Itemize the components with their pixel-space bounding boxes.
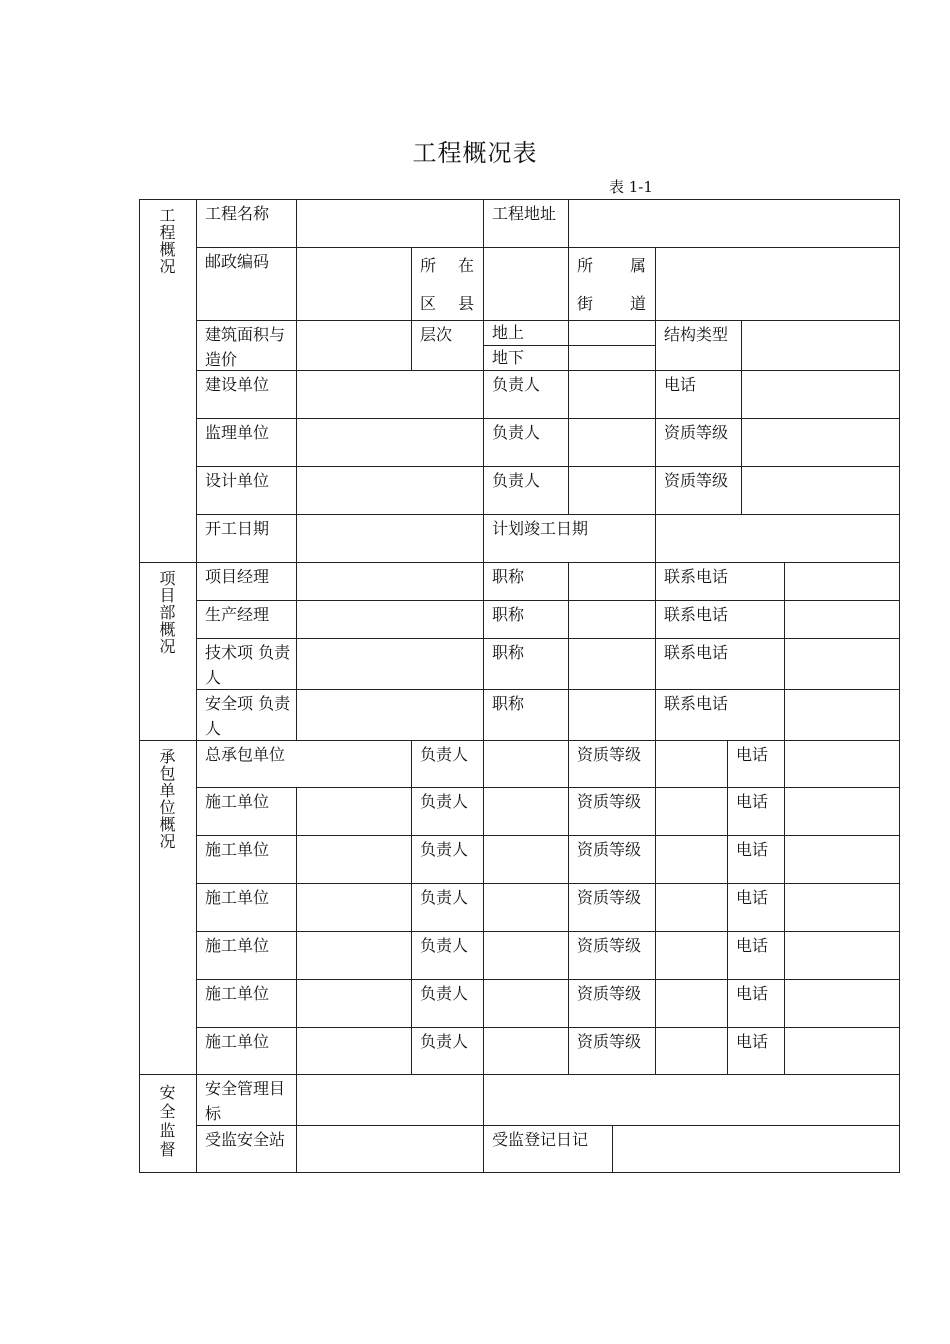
supervisor-person-value[interactable] [568, 418, 656, 467]
floors-label: 层次 [411, 320, 484, 371]
general-contractor-label: 总承包单位 [196, 740, 412, 788]
production-phone-value[interactable] [784, 600, 900, 639]
construction-unit-label: 施工单位 [196, 835, 297, 884]
designer-qualification-value[interactable] [741, 466, 900, 515]
builder-label: 建设单位 [196, 370, 297, 419]
district-value[interactable] [483, 247, 569, 321]
construction-unit-value[interactable] [296, 931, 412, 980]
cu-phone-label: 电话 [727, 787, 785, 836]
designer-person-label: 负责人 [483, 466, 569, 515]
cu-phone-label: 电话 [727, 1027, 785, 1075]
section-label-contractor: 承包单位概况 [139, 740, 197, 1075]
section-label-safety: 安全监督 [139, 1074, 197, 1173]
below-ground-label: 地下 [483, 345, 569, 371]
cu-qualification-label: 资质等级 [568, 787, 656, 836]
project-address-label: 工程地址 [483, 199, 569, 248]
safety-title-label: 职称 [483, 689, 569, 741]
planned-completion-label: 计划竣工日期 [483, 514, 656, 563]
page-title: 工程概况表 [412, 139, 538, 167]
manager-title-label: 职称 [483, 562, 569, 601]
construction-unit-label: 施工单位 [196, 931, 297, 980]
manager-phone-value[interactable] [784, 562, 900, 601]
safety-target-extra[interactable] [483, 1074, 900, 1126]
designer-person-value[interactable] [568, 466, 656, 515]
production-phone-label: 联系电话 [655, 600, 785, 639]
builder-person-label: 负责人 [483, 370, 569, 419]
cu-person-value[interactable] [483, 979, 569, 1028]
cu-person-label: 负责人 [411, 883, 484, 932]
production-title-label: 职称 [483, 600, 569, 639]
cu-person-label: 负责人 [411, 931, 484, 980]
safety-target-value[interactable] [296, 1074, 484, 1126]
cu-person-value[interactable] [483, 787, 569, 836]
production-title-value[interactable] [568, 600, 656, 639]
safety-title-value[interactable] [568, 689, 656, 741]
area-cost-value[interactable] [296, 320, 412, 371]
cu-phone-value[interactable] [784, 883, 900, 932]
tech-phone-value[interactable] [784, 638, 900, 690]
safety-station-value[interactable] [296, 1125, 484, 1173]
safety-phone-label: 联系电话 [655, 689, 785, 741]
above-ground-label: 地上 [483, 320, 569, 346]
start-date-label: 开工日期 [196, 514, 297, 563]
construction-unit-label: 施工单位 [196, 787, 297, 836]
section-label-project-dept: 项目部概况 [139, 562, 197, 741]
project-address-value[interactable] [568, 199, 900, 248]
construction-unit-label: 施工单位 [196, 883, 297, 932]
cu-phone-value[interactable] [784, 835, 900, 884]
project-name-value[interactable] [296, 199, 484, 248]
register-date-label: 受监登记日记 [483, 1125, 613, 1173]
construction-unit-value[interactable] [296, 883, 412, 932]
gc-phone-value[interactable] [784, 740, 900, 788]
cu-phone-label: 电话 [727, 835, 785, 884]
safety-phone-value[interactable] [784, 689, 900, 741]
planned-completion-value[interactable] [655, 514, 900, 563]
gc-person-value[interactable] [483, 740, 569, 788]
construction-unit-label: 施工单位 [196, 979, 297, 1028]
construction-unit-value[interactable] [296, 979, 412, 1028]
cu-person-value[interactable] [483, 931, 569, 980]
register-date-value[interactable] [612, 1125, 900, 1173]
designer-qualification-label: 资质等级 [655, 466, 742, 515]
supervisor-qualification-label: 资质等级 [655, 418, 742, 467]
supervisor-person-label: 负责人 [483, 418, 569, 467]
tech-title-label: 职称 [483, 638, 569, 690]
gc-phone-label: 电话 [727, 740, 785, 788]
cu-person-label: 负责人 [411, 979, 484, 1028]
construction-unit-value[interactable] [296, 1027, 412, 1075]
cu-phone-label: 电话 [727, 931, 785, 980]
supervisor-value[interactable] [296, 418, 484, 467]
project-name-label: 工程名称 [196, 199, 297, 248]
cu-qualification-value[interactable] [655, 787, 728, 836]
cu-person-label: 负责人 [411, 787, 484, 836]
gc-qualification-value[interactable] [655, 740, 728, 788]
table-number: 表 1-1 [609, 178, 653, 196]
cu-phone-value[interactable] [784, 1027, 900, 1075]
cu-person-value[interactable] [483, 883, 569, 932]
cu-person-value[interactable] [483, 1027, 569, 1075]
designer-value[interactable] [296, 466, 484, 515]
below-ground-value[interactable] [568, 345, 656, 371]
manager-title-value[interactable] [568, 562, 656, 601]
start-date-value[interactable] [296, 514, 484, 563]
builder-phone-value[interactable] [741, 370, 900, 419]
production-manager-label: 生产经理 [196, 600, 297, 639]
cu-qualification-label: 资质等级 [568, 883, 656, 932]
above-ground-value[interactable] [568, 320, 656, 346]
manager-value[interactable] [296, 562, 484, 601]
cu-person-value[interactable] [483, 835, 569, 884]
cu-qualification-value[interactable] [655, 1027, 728, 1075]
structure-type-label: 结构类型 [655, 320, 742, 371]
builder-person-value[interactable] [568, 370, 656, 419]
cu-qualification-value[interactable] [655, 931, 728, 980]
supervisor-qualification-value[interactable] [741, 418, 900, 467]
postcode-value[interactable] [296, 247, 412, 321]
structure-type-value[interactable] [741, 320, 900, 371]
supervisor-label: 监理单位 [196, 418, 297, 467]
cu-phone-value[interactable] [784, 787, 900, 836]
cu-qualification-label: 资质等级 [568, 1027, 656, 1075]
builder-value[interactable] [296, 370, 484, 419]
manager-phone-label: 联系电话 [655, 562, 785, 601]
cu-phone-label: 电话 [727, 883, 785, 932]
cu-qualification-value[interactable] [655, 979, 728, 1028]
cu-qualification-label: 资质等级 [568, 979, 656, 1028]
cu-phone-value[interactable] [784, 931, 900, 980]
safety-lead-value[interactable] [296, 689, 484, 741]
gc-qualification-label: 资质等级 [568, 740, 656, 788]
section-label-overview: 工程概况 [139, 199, 197, 563]
cu-qualification-value[interactable] [655, 883, 728, 932]
safety-target-label: 安全管理目标 [196, 1074, 297, 1126]
street-value[interactable] [655, 247, 900, 321]
postcode-label: 邮政编码 [196, 247, 297, 321]
gc-person-label: 负责人 [411, 740, 484, 788]
cu-phone-value[interactable] [784, 979, 900, 1028]
builder-phone-label: 电话 [655, 370, 742, 419]
manager-label: 项目经理 [196, 562, 297, 601]
construction-unit-value[interactable] [296, 787, 412, 836]
designer-label: 设计单位 [196, 466, 297, 515]
cu-qualification-label: 资质等级 [568, 835, 656, 884]
safety-lead-label: 安全项 负责人 [196, 689, 297, 741]
tech-phone-label: 联系电话 [655, 638, 785, 690]
safety-station-label: 受监安全站 [196, 1125, 297, 1173]
tech-title-value[interactable] [568, 638, 656, 690]
cu-person-label: 负责人 [411, 835, 484, 884]
construction-unit-label: 施工单位 [196, 1027, 297, 1075]
street-label: 所 属 街 道 [568, 247, 656, 321]
production-manager-value[interactable] [296, 600, 484, 639]
cu-phone-label: 电话 [727, 979, 785, 1028]
cu-person-label: 负责人 [411, 1027, 484, 1075]
tech-lead-value[interactable] [296, 638, 484, 690]
tech-lead-label: 技术项 负责人 [196, 638, 297, 690]
area-cost-label: 建筑面积与造价 [196, 320, 297, 371]
construction-unit-value[interactable] [296, 835, 412, 884]
cu-qualification-label: 资质等级 [568, 931, 656, 980]
district-label: 所 在 区 县 [411, 247, 484, 321]
cu-qualification-value[interactable] [655, 835, 728, 884]
